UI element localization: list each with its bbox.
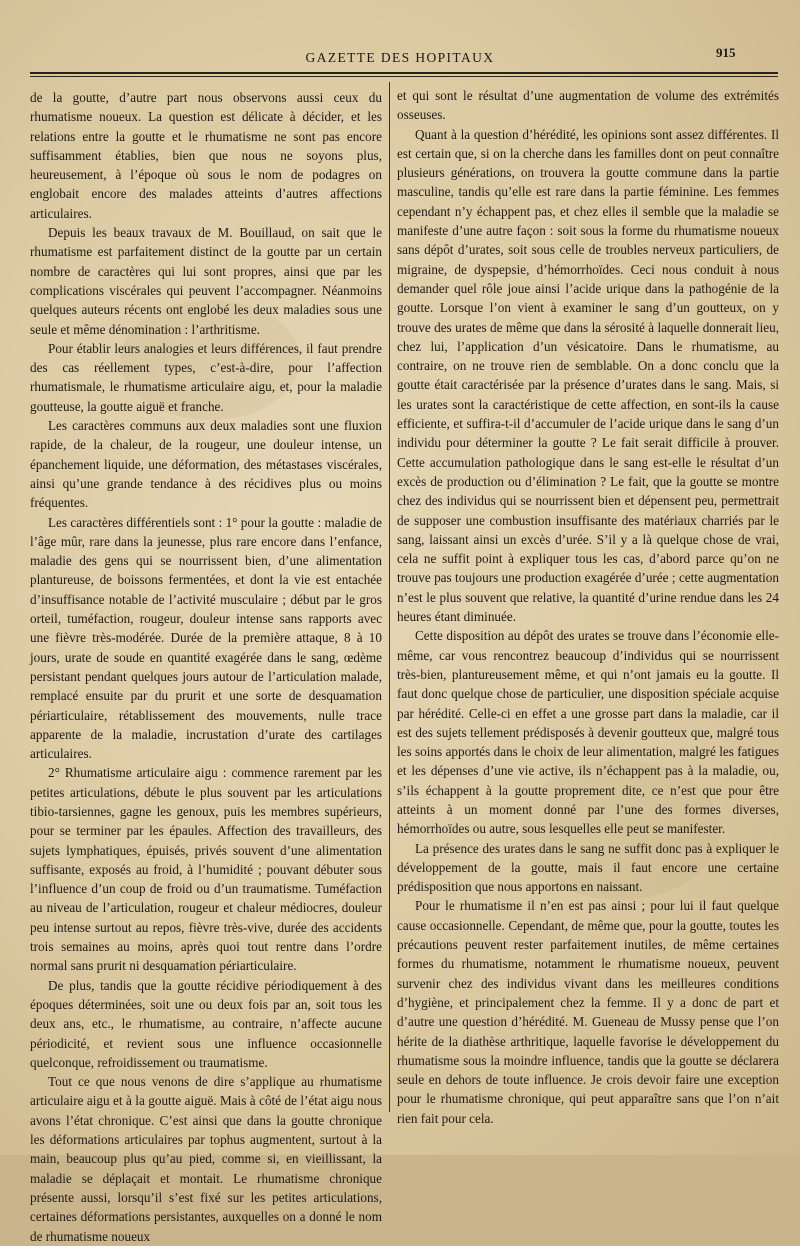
paragraph: et qui sont le résultat d’une augmentation de volume des extrémités osseuses. <box>397 88 779 123</box>
paragraph: La présence des urates dans le sang ne suffit donc pas à expliquer le développement de la goutte, mais il faut encore une certaine prédisposition que nous apportons en naissant. <box>397 840 779 895</box>
paragraph: Cette disposition au dépôt des urates se trouve dans l’économie elle-même, car vous rencontrez beaucoup d’individus qui se nourrissent très-bien, plantureusement même, et qui n’ont jamais eu la goutte. Il faut donc quelque chose de particulier, une disposition spéciale acquise par hérédité. Celle-ci en effet a une grosse part dans la maladie, car il est des sujets tellement prédisposés à devenir goutteux que, malgré tous les soins apportés dans le choix de leur alimentation, malgré les fatigues et les dépenses d’une vie active, ils n’échappent pas à la maladie, ou, s’ils échappent à la goutte proprement dite, ce n’est que pour être atteints à un moment donné par l’une des formes diverses, hémorrhoïdes ou autre, sous lesquelles elle peut se manifester. <box>397 628 779 837</box>
paragraph: de la goutte, d’autre part nous observons aussi ceux du rhumatisme noueux. La question est délicate à décider, et les relations entre la goutte et le rhumatisme ne sont pas encore suffisamment établies, bien que nous ne soyons plus, heureusement, à l’époque où sous le nom de podagres on englobait encore des malades atteints d’autres affections articulaires. <box>30 90 382 221</box>
paragraph: 2° Rhumatisme articulaire aigu : commence rarement par les petites articulations, débute le plus souvent par les articulations tibio-tarsiennes, gagne les genoux, puis les membres supérieurs, pour se terminer par les épaules. Affection des travailleurs, des sujets lymphatiques, épuisés, privés souvent d’une alimentation suffisante, exposés au froid, à l’humidité ; pouvant débuter sous l’influence d’un coup de froid ou d’un traumatisme. Tuméfaction au niveau de l’articulation, rougeur et chaleur médiocres, douleur peu intense surtout au repos, fièvre très-vive, durée des accidents trois semaines au moins, après quoi tout rentre dans l’ordre normal sans prurit ni desquamation périarticulaire. <box>30 765 382 974</box>
header-rule <box>30 72 778 74</box>
paragraph: Depuis les beaux travaux de M. Bouillaud, on sait que le rhumatisme est parfaitement distinct de la goutte par un certain nombre de caractères qui lui sont propres, ainsi que par les complications viscérales qui peuvent l’accompagner. Néanmoins quelques auteurs récents ont englobé les deux maladies sous une seule et même dénomination : l’arthritisme. <box>30 225 382 337</box>
right-column <box>397 86 779 1126</box>
journal-title: GAZETTE DES HOPITAUX <box>305 50 495 65</box>
paragraph: Pour le rhumatisme il n’en est pas ainsi ; pour lui il faut quelque cause occasionnelle. Cependant, de même que, pour la goutte, toutes les précautions peuvent rester parfaitement inutiles, de même certaines formes du rhumatisme, notamment le rhumatisme noueux, peuvent survenir chez des individus vivant dans les meilleures conditions d’hygiène, et principalement chez la femme. Il y a donc de part et d’autre une question d’hérédité. M. Gueneau de Mussy pense que l’on hérite de la diathèse arthritique, laquelle favorise le développement du rhumatisme sous la moindre influence, tandis que la goutte se déclarera seule en dehors de toute influence. Je crois devoir faire une exception pour le rhumatisme chronique, qui peut apparaître sans que l’on n’ait rien fait pour cela. <box>397 898 779 1126</box>
left-column <box>30 88 382 1244</box>
column-divider <box>389 82 390 1112</box>
header-rule-thin <box>30 76 778 77</box>
paragraph: Les caractères communs aux deux maladies sont une fluxion rapide, de la chaleur, de la rougeur, une douleur intense, un épanchement liquide, une déformation, des métastases viscérales, ainsi qu’une grande tendance à des récidives plus ou moins fréquentes. <box>30 418 382 511</box>
page-number: 915 <box>716 45 736 60</box>
paragraph: Tout ce que nous venons de dire s’applique au rhumatisme articulaire aigu et à la goutte aiguë. Mais à côté de l’état aigu nous avons l’état chronique. C’est ainsi que dans la goutte chronique les déformations articulaires par tophus augmentent, surtout à la main, beaucoup plus qu’au pied, comme si, en vieillissant, la maladie se déplaçait et montait. Le rhumatisme chronique présente aussi, lorsqu’il s’est fixé sur les petites articulations, certaines déformations persistantes, auxquelles on a donné le nom de rhumatisme noueux <box>30 1074 382 1244</box>
paragraph: Les caractères différentiels sont : 1° pour la goutte : maladie de l’âge mûr, rare dans la jeunesse, plus rare encore dans l’enfance, maladie des gens qui se nourrissent bien, d’une alimentation plantureuse, de boissons fermentées, et dont la vie est entachée d’insuffisance notable de l’activité musculaire ; début par le gros orteil, tuméfaction, rougeur, douleur intense sans rapports avec une fièvre très-modérée. Durée de la première attaque, 8 à 10 jours, urate de soude en quantité exagérée dans le sang, œdème persistant pendant quelques jours autour de l’articulation malade, remplacé ensuite par du prurit et une sorte de desquamation périarticulaire, rétablissement des mouvements, nulle trace apparente de la maladie, incrustation d’urate des cartilages articulaires. <box>30 514 382 762</box>
paragraph: Pour établir leurs analogies et leurs différences, il faut prendre des cas réellement types, c’est-à-dire, pour l’affection rhumatismale, le rhumatisme articulaire aigu, et, pour la maladie goutteuse, la goutte aiguë et franche. <box>30 340 382 414</box>
paragraph: Quant à la question d’hérédité, les opinions sont assez différentes. Il est certain que, si on la cherche dans les familles dont on peut connaître plusieurs générations, on trouvera la goutte commune dans la partie masculine, tandis qu’elle est rare dans la partie féminine. Les femmes cependant n’y échappent pas, et chez elles il semble que la maladie se manifeste d’une autre façon : soit sous la forme du rhumatisme noueux sans dépôt d’urates, soit sous celle de troubles nerveux particuliers, de migraine, de dyspepsie, d’hémorrhoïdes. Ceci nous conduit à nous demander quel rôle joue ainsi l’acide urique dans la pathogénie de la goutte. Lorsque l’on vient à examiner le sang d’un goutteux, on y trouve des urates de même que dans la sérosité à laquelle donnerait lieu, chez lui, l’application d’un vésicatoire. Dans le rhumatisme, au contraire, on ne trouve rien de semblable. On a donc conclu que la goutte était caractérisée par la présence d’urates dans le sang. Mais, si les urates sont la caractéristique de cette affection, en sont-ils la cause efficiente, et suffira-t-il d’accumuler de l’acide urique dans le sang d’un individu pour déterminer la goutte ? Le fait serait difficile à prouver. Cette accumulation pathologique dans le sang est-elle le résultat d’un excès de production ou d’élimination ? Le fait, que la goutte se montre chez des individus qui se nourrissent bien et dépensent peu, permettrait de supposer une combustion insuffisante des matériaux charriés par le sang, laissant ainsi un excès d’urée. S’il y a là quelque chose de vrai, cela ne suffit point à expliquer tous les cas, d’abord parce qu’on ne trouve pas toujours une production exagérée d’urée ; cette augmentation n’est le plus souvent que relative, la quantité d’urine rendue dans les 24 heures étant diminuée. <box>397 126 779 625</box>
paragraph: De plus, tandis que la goutte récidive périodiquement à des époques déterminées, soit une ou deux fois par an, soit tous les deux ans, etc., le rhumatisme, au contraire, n’affecte aucune périodicité, et revient sous une influence occasionnelle quelconque, refroidissement ou traumatisme. <box>30 977 382 1070</box>
